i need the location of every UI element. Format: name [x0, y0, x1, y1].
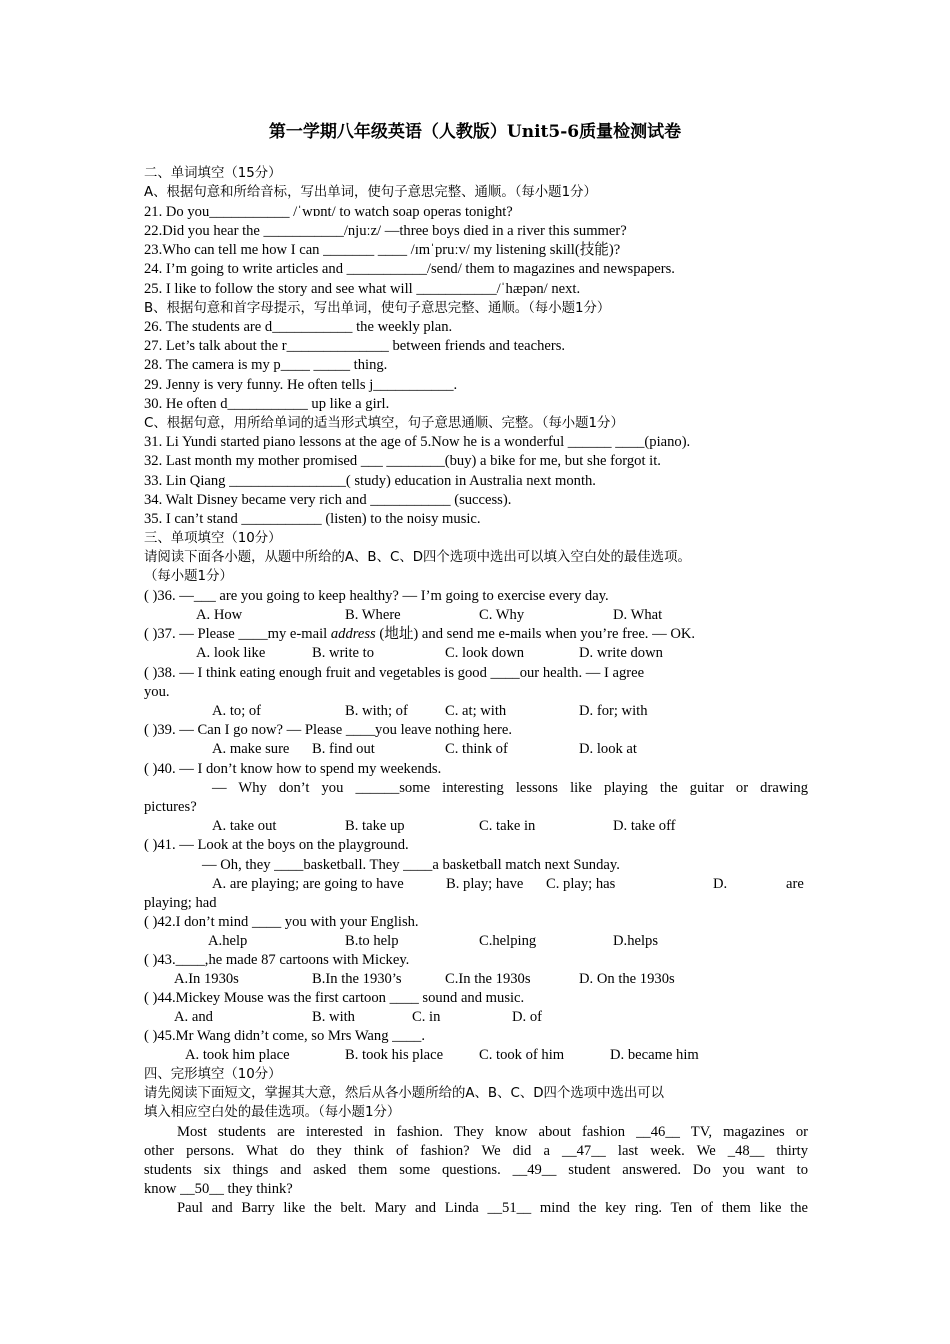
option-a: A. How	[196, 607, 243, 623]
section-heading: 四、完形填空（10分）	[144, 1067, 282, 1082]
option-a: A. look like	[196, 645, 266, 661]
instruction: （每小题1分）	[144, 569, 233, 584]
option-c: C. at; with	[445, 703, 507, 719]
option-c: C.In the 1930s	[445, 971, 531, 987]
question-43: ( )43.____,he made 87 cartoons with Mickey.	[144, 952, 410, 968]
option-b: B. Where	[345, 607, 401, 623]
question-41: ( )41. — Look at the boys on the playground.	[144, 837, 409, 853]
question-26: 26. The students are d___________ the weekly plan.	[144, 319, 453, 335]
question-38: ( )38. — I think eating enough fruit and vegetables is good ____our health. — I agree	[144, 665, 645, 681]
question-23: 23.Who can tell me how I can _______ ____ /ɪmˈpruːv/ my listening skill(技能)?	[144, 242, 621, 258]
section-heading: 三、单项填空（10分）	[144, 531, 282, 546]
option-d: D. take off	[613, 818, 676, 834]
option-d: D. became him	[610, 1047, 699, 1063]
passage-line: students six things and asked them some questions. __49__ student answered. Do you want to	[144, 1162, 808, 1178]
option-a: A. and	[174, 1009, 213, 1025]
question-text: ( )37. — Please ____my e-mail	[144, 626, 331, 642]
question-text: (地址) and send me e-mails when you’re free. — OK.	[375, 626, 696, 642]
option-b: B.to help	[345, 933, 399, 949]
question-42: ( )42.I don’t mind ____ you with your English.	[144, 914, 419, 930]
instruction: 请阅读下面各小题，从题中所给的A、B、C、D四个选项中选出可以填入空白处的最佳选项。	[144, 550, 691, 565]
option-a: A. make sure	[212, 741, 290, 757]
option-d: D.	[713, 876, 728, 892]
section-heading: 二、单词填空（15分）	[144, 166, 282, 181]
option-d: D.helps	[613, 933, 658, 949]
instruction: 填入相应空白处的最佳选项。（每小题1分）	[144, 1105, 401, 1120]
question-24: 24. I’m going to write articles and ___________/send/ them to magazines and newspapers.	[144, 261, 675, 277]
option-b: B. find out	[312, 741, 375, 757]
question-40: ( )40. — I don’t know how to spend my weekends.	[144, 761, 442, 777]
question-35: 35. I can’t stand ___________ (listen) to the noisy music.	[144, 511, 481, 527]
option-d: D. What	[613, 607, 663, 623]
question-41-cont: playing; had	[144, 895, 217, 911]
question-40-cont: pictures?	[144, 799, 197, 815]
option-b: B. with; of	[345, 703, 408, 719]
question-33: 33. Lin Qiang ________________( study) education in Australia next month.	[144, 473, 596, 489]
option-c: C. look down	[445, 645, 525, 661]
option-b: B. take up	[345, 818, 405, 834]
option-c: C. took of him	[479, 1047, 565, 1063]
question-22: 22.Did you hear the ___________/njuːz/ —three boys died in a river this summer?	[144, 223, 627, 239]
question-28: 28. The camera is my p____ _____ thing.	[144, 357, 388, 373]
question-41-line2: — Oh, they ____basketball. They ____a basketball match next Sunday.	[202, 857, 620, 873]
option-d: D. On the 1930s	[579, 971, 675, 987]
option-c: C. take in	[479, 818, 536, 834]
question-44: ( )44.Mickey Mouse was the first cartoon ____ sound and music.	[144, 990, 525, 1006]
question-40-line2: — Why don’t you ______some interesting lessons like playing the guitar or drawing	[212, 780, 808, 796]
option-a: A. take out	[212, 818, 277, 834]
option-d: D. of	[512, 1009, 542, 1025]
option-a: A. took him place	[185, 1047, 290, 1063]
passage-line: other persons. What do they think of fashion? We did a __47__ last week. We _48__ thirty	[144, 1143, 808, 1159]
passage-line: Most students are interested in fashion. They know about fashion __46__ TV, magazines or	[177, 1124, 808, 1140]
exam-title: 第一学期八年级英语（人教版）Unit5-6质量检测试卷	[268, 122, 682, 142]
question-45: ( )45.Mr Wang didn’t come, so Mrs Wang ____.	[144, 1028, 425, 1044]
instruction: C、根据句意，用所给单词的适当形式填空，句子意思通顺、完整。（每小题1分）	[144, 416, 624, 431]
option-b: B. took his place	[345, 1047, 444, 1063]
instruction: A、根据句意和所给音标，写出单词，使句子意思完整、通顺。（每小题1分）	[144, 185, 597, 200]
option-d: D. look at	[579, 741, 637, 757]
option-a: A.In 1930s	[174, 971, 239, 987]
passage-line: know __50__ they think?	[144, 1181, 293, 1197]
option-a: A. are playing; are going to have	[212, 876, 404, 892]
option-b: B. with	[312, 1009, 355, 1025]
option-c: C. think of	[445, 741, 508, 757]
option-c: C. play; has	[546, 876, 616, 892]
instruction: 请先阅读下面短文，掌握其大意，然后从各小题所给的A、B、C、D四个选项中选出可以	[144, 1086, 665, 1101]
instruction: B、根据句意和首字母提示，写出单词，使句子意思完整、通顺。（每小题1分）	[144, 301, 611, 316]
question-36: ( )36. —___ are you going to keep healthy? — I’m going to exercise every day.	[144, 588, 609, 604]
question-37	[144, 625, 808, 644]
option-a: A. to; of	[212, 703, 262, 719]
question-21: 21. Do you___________ /ˈwɒnt/ to watch soap operas tonight?	[144, 204, 513, 220]
question-32: 32. Last month my mother promised ___ ________(buy) a bike for me, but she forgot it.	[144, 453, 661, 469]
option-d-text: are	[786, 876, 804, 892]
option-b: B.In the 1930’s	[312, 971, 402, 987]
option-c: C. in	[412, 1009, 441, 1025]
passage-line: Paul and Barry like the belt. Mary and Linda __51__ mind the key ring. Ten of them like the	[177, 1200, 808, 1216]
question-30: 30. He often d___________ up like a girl.	[144, 396, 390, 412]
option-c: C.helping	[479, 933, 537, 949]
question-25: 25. I like to follow the story and see what will ___________/ˈhæpən/ next.	[144, 281, 581, 297]
option-a: A.help	[208, 933, 248, 949]
question-39: ( )39. — Can I go now? — Please ____you leave nothing here.	[144, 722, 513, 738]
question-27: 27. Let’s talk about the r______________ between friends and teachers.	[144, 338, 566, 354]
question-31: 31. Li Yundi started piano lessons at the age of 5.Now he is a wonderful ______ ____(piano).	[144, 434, 691, 450]
option-d: D. write down	[579, 645, 663, 661]
option-b: B. write to	[312, 645, 375, 661]
option-d: D. for; with	[579, 703, 648, 719]
italic-word: address	[330, 626, 376, 642]
question-38-cont: you.	[144, 684, 170, 700]
option-c: C. Why	[479, 607, 525, 623]
question-34: 34. Walt Disney became very rich and ___________ (success).	[144, 492, 512, 508]
option-b: B. play; have	[446, 876, 524, 892]
question-29: 29. Jenny is very funny. He often tells j___________.	[144, 377, 458, 393]
